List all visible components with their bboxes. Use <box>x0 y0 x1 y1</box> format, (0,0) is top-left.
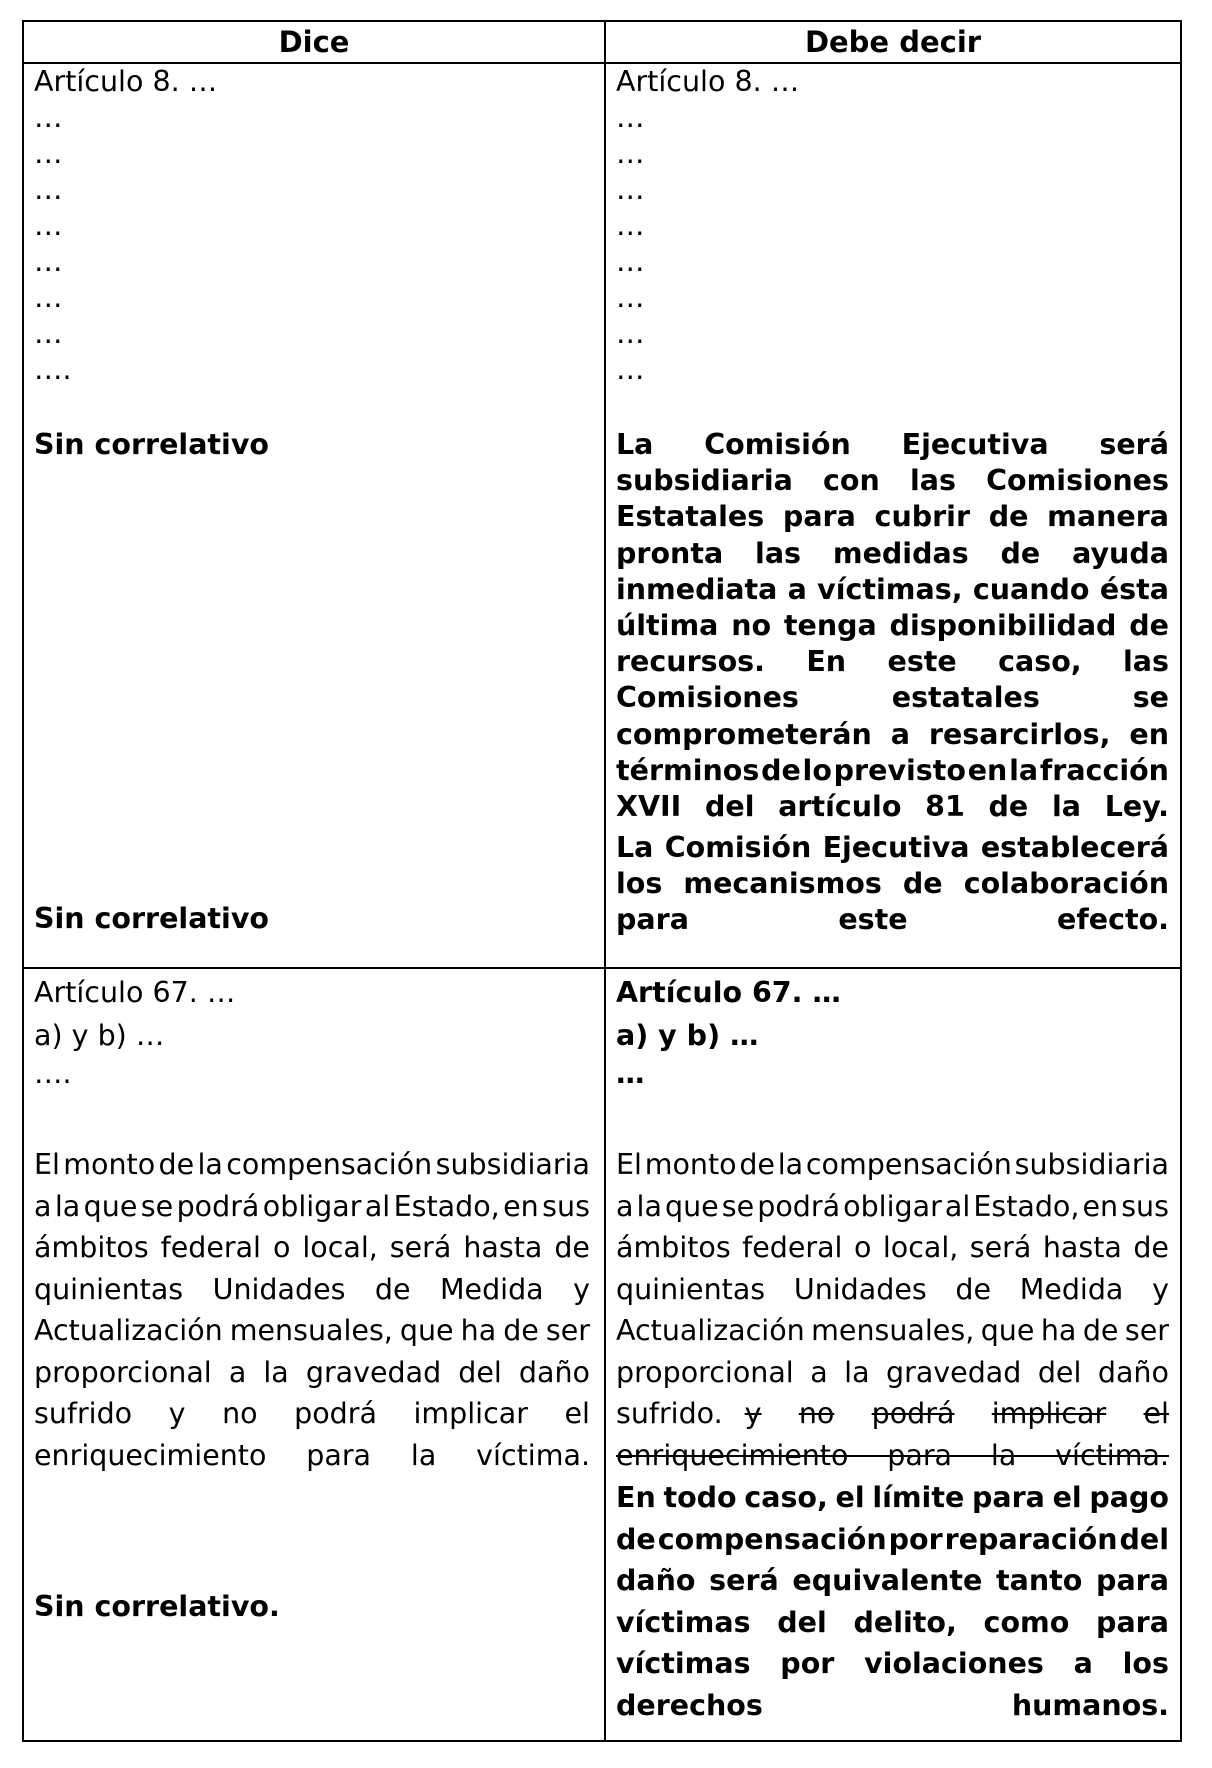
word: monto <box>63 1148 156 1181</box>
word: colaboración <box>963 867 1169 901</box>
word: Estatales <box>616 500 765 534</box>
paragraph-line-last <box>616 902 1169 938</box>
row1-right-paragraph-2 <box>616 830 1169 939</box>
word: Ejecutiva <box>822 831 970 864</box>
word: de <box>955 1272 992 1306</box>
paragraph-line <box>616 680 1169 716</box>
comparison-table <box>22 20 1182 1742</box>
word: En <box>806 645 847 679</box>
word: Estado, <box>973 1189 1080 1223</box>
row1-right-article: Artículo 8. … <box>616 65 800 98</box>
word: Unidades <box>793 1272 927 1306</box>
paragraph-line <box>34 1393 590 1435</box>
column-divider <box>604 22 606 1740</box>
paragraph-line <box>616 866 1169 902</box>
word: ser <box>545 1314 590 1347</box>
word: La <box>616 831 654 864</box>
word: disponibilidad <box>889 609 1117 643</box>
word: manera <box>1047 500 1169 534</box>
row1-right-paragraph-1 <box>616 427 1169 825</box>
word: obligar <box>262 1189 362 1223</box>
word: la <box>777 1148 804 1181</box>
word: La <box>616 428 654 461</box>
word: podrá <box>871 1397 955 1430</box>
word: daño <box>616 1564 696 1597</box>
word: con <box>823 464 880 498</box>
header-debe-decir: Debe decir <box>804 25 982 59</box>
word: comprometerán <box>616 717 872 751</box>
row2-right-article: Artículo 67. … <box>616 976 841 1009</box>
word: al <box>944 1189 971 1223</box>
word: fracción <box>1039 753 1169 787</box>
row2-right-bold-paragraph <box>616 1477 1169 1726</box>
paragraph-line <box>34 1310 590 1352</box>
word: el <box>835 1481 865 1514</box>
word: caso, <box>998 645 1082 679</box>
word: proporcional <box>34 1355 212 1389</box>
word: la <box>636 1189 662 1223</box>
word: la <box>54 1189 81 1223</box>
word: del <box>1037 1355 1082 1389</box>
word: estatales <box>891 681 1040 715</box>
word: Medida <box>439 1272 544 1306</box>
word: monto <box>644 1148 737 1181</box>
word: para <box>1096 1564 1169 1597</box>
paragraph-line <box>616 753 1169 789</box>
paragraph-line <box>616 1643 1169 1685</box>
row1-left-ellipsis: …. <box>34 353 72 386</box>
word: que <box>980 1314 1035 1347</box>
word: podrá <box>176 1189 260 1223</box>
word: Comisión <box>664 831 812 864</box>
word: de <box>374 1272 411 1306</box>
word: y <box>1152 1272 1169 1306</box>
word: ser <box>1124 1314 1169 1347</box>
word: en <box>967 753 1008 787</box>
word: equivalente <box>792 1564 983 1597</box>
word: ayuda <box>1072 536 1169 570</box>
word: federal <box>742 1231 843 1264</box>
word: la <box>197 1148 223 1181</box>
paragraph-line <box>616 644 1169 680</box>
paragraph-line <box>616 830 1169 866</box>
word: de <box>1000 536 1041 570</box>
word: ha <box>460 1314 497 1347</box>
word: Comisiones <box>616 681 799 715</box>
word: que <box>83 1189 138 1223</box>
word: pago <box>1089 1481 1169 1514</box>
word: se <box>1132 681 1169 715</box>
word: de <box>1129 609 1169 643</box>
word: será <box>1099 428 1169 461</box>
word: no <box>798 1397 835 1430</box>
word: las <box>755 536 802 570</box>
word: las <box>1122 645 1169 679</box>
word: y <box>573 1272 590 1306</box>
word: resarcirlos, <box>928 717 1111 751</box>
paragraph-line <box>616 1560 1169 1602</box>
paragraph-line <box>616 1477 1169 1519</box>
word: de <box>902 867 943 901</box>
row1-right-ellipsis: … <box>616 245 645 278</box>
paragraph-line <box>616 608 1169 644</box>
word: por <box>888 1522 943 1556</box>
word: local, <box>882 1231 959 1264</box>
word: federal <box>160 1231 261 1264</box>
word: mensuales, <box>229 1314 393 1347</box>
sufrido-text: sufrido. <box>616 1397 723 1430</box>
word: será <box>969 1231 1032 1264</box>
paragraph-line <box>34 1352 590 1394</box>
word: no <box>222 1397 258 1430</box>
word: Actualización <box>616 1314 805 1347</box>
word: términos <box>616 753 760 787</box>
word: hasta <box>1042 1231 1122 1264</box>
word: los <box>616 867 663 901</box>
word: para <box>1096 1605 1169 1639</box>
row2-right-paragraph <box>616 1144 1169 1476</box>
word: subsidiaria <box>1014 1148 1169 1181</box>
word: compensación <box>805 1148 1012 1181</box>
row1-right-ellipsis: … <box>616 101 645 134</box>
word: mecanismos <box>683 867 882 901</box>
word: de <box>616 1522 656 1556</box>
word: la <box>263 1355 289 1389</box>
word: que <box>665 1189 719 1223</box>
word: sufrido <box>34 1397 133 1430</box>
word: hasta <box>463 1231 543 1264</box>
word: de <box>988 500 1029 534</box>
paragraph-line <box>34 1186 590 1228</box>
word: quinientas <box>34 1272 184 1306</box>
word: ésta <box>1099 572 1169 606</box>
word: El <box>34 1148 60 1181</box>
word: compensación <box>657 1522 887 1556</box>
word: daño <box>518 1355 590 1389</box>
struck-line-text: enriquecimiento para la víctima. <box>616 1438 1169 1472</box>
header-dice: Dice <box>278 25 350 59</box>
struck-text <box>745 1393 1169 1435</box>
word: ámbitos <box>616 1231 731 1264</box>
word: del <box>777 1605 827 1639</box>
word: Comisión <box>704 428 851 461</box>
word: víctimas <box>616 1605 751 1639</box>
row2-left-dots: …. <box>34 1057 72 1090</box>
row1-left-sin-correlativo-1: Sin correlativo <box>34 428 269 461</box>
word: gravedad <box>886 1355 1022 1389</box>
row1-right-ellipsis: … <box>616 317 645 350</box>
word: subsidiaria <box>435 1148 590 1181</box>
word: quinientas <box>616 1272 766 1306</box>
word: al <box>364 1189 391 1223</box>
word: los <box>1122 1647 1169 1680</box>
word: compensación <box>226 1148 433 1181</box>
word: tanto <box>996 1564 1083 1597</box>
paragraph-line <box>616 1310 1169 1352</box>
word: implicar <box>991 1397 1107 1430</box>
line-text: para este efecto. <box>616 903 1169 937</box>
word: todo <box>663 1481 737 1514</box>
word: en <box>1129 717 1169 751</box>
paragraph-line <box>616 536 1169 572</box>
word: del <box>458 1355 502 1389</box>
word: Medida <box>1019 1272 1124 1306</box>
word: lo <box>802 753 832 787</box>
word: de <box>1082 1314 1119 1347</box>
word: la <box>1009 753 1039 787</box>
word: que <box>399 1314 454 1347</box>
word: cubrir <box>874 500 971 534</box>
row1-left-ellipsis: … <box>34 173 63 206</box>
paragraph-line <box>616 1269 1169 1311</box>
paragraph-line-last <box>616 789 1169 825</box>
word: se <box>721 1189 755 1223</box>
word: Estado, <box>393 1189 500 1223</box>
word: podrá <box>757 1189 841 1223</box>
word: de <box>1133 1231 1169 1264</box>
word: El <box>616 1148 642 1181</box>
paragraph-line <box>34 1144 590 1186</box>
word: será <box>389 1231 452 1264</box>
word: este <box>887 645 957 679</box>
word: a <box>1073 1647 1093 1680</box>
word: En <box>616 1481 656 1514</box>
paragraph-line <box>616 463 1169 499</box>
word: no <box>731 609 772 643</box>
row1-left-ellipsis: … <box>34 281 63 314</box>
struck-line <box>616 1435 1169 1477</box>
word: inmediata <box>616 572 778 606</box>
paragraph-line <box>616 717 1169 753</box>
paragraph-line <box>616 1227 1169 1269</box>
word: las <box>909 464 956 498</box>
row1-left-article: Artículo 8. … <box>34 65 218 98</box>
word: establecerá <box>980 831 1169 864</box>
word: Actualización <box>34 1314 223 1347</box>
word: a <box>787 572 807 606</box>
paragraph-line <box>616 1519 1169 1561</box>
word: o <box>853 1231 872 1264</box>
word: mensuales, <box>811 1314 975 1347</box>
row2-left-sin-correlativo: Sin correlativo. <box>34 1590 280 1623</box>
word: para <box>971 1481 1045 1514</box>
row1-left-ellipsis: … <box>34 101 63 134</box>
word: el <box>564 1397 590 1430</box>
paragraph-line <box>34 1227 590 1269</box>
word: Ejecutiva <box>901 428 1049 461</box>
word: gravedad <box>305 1355 442 1389</box>
word: por <box>780 1647 835 1680</box>
paragraph-line-last <box>616 1685 1169 1727</box>
row1-left-ellipsis: … <box>34 245 63 278</box>
word: víctimas, <box>817 572 963 606</box>
word: de <box>739 1148 775 1181</box>
word: de <box>158 1148 195 1181</box>
paragraph-line-last <box>34 1435 590 1477</box>
line-text: derechos humanos. <box>616 1688 1169 1722</box>
row1-left-ellipsis: … <box>34 209 63 242</box>
word: ámbitos <box>34 1231 149 1264</box>
word: a <box>616 1189 634 1223</box>
word: será <box>709 1564 779 1597</box>
word: a <box>228 1355 247 1389</box>
paragraph-line <box>616 1602 1169 1644</box>
word: de <box>503 1314 539 1347</box>
row1-left-ellipsis: … <box>34 137 63 170</box>
word: obligar <box>843 1189 942 1223</box>
row-divider <box>24 967 1180 969</box>
word: subsidiaria <box>616 464 793 498</box>
word: implicar <box>413 1397 528 1430</box>
word: podrá <box>294 1397 377 1430</box>
word: sus <box>542 1189 590 1223</box>
word: previsto <box>833 753 966 787</box>
word: caso, <box>744 1481 828 1514</box>
word: medidas <box>832 536 969 570</box>
word: delito, <box>853 1605 957 1639</box>
word: o <box>272 1231 291 1264</box>
word: el <box>1052 1481 1082 1514</box>
paragraph-line <box>616 499 1169 535</box>
row2-left-paragraph <box>34 1144 590 1476</box>
paragraph-line <box>616 427 1169 463</box>
word: reparación <box>944 1522 1118 1556</box>
word: el <box>1143 1397 1169 1430</box>
paragraph-line <box>616 1186 1169 1228</box>
word: proporcional <box>616 1355 794 1389</box>
row1-right-ellipsis: … <box>616 209 645 242</box>
word: sus <box>1121 1189 1169 1223</box>
row1-right-ellipsis: … <box>616 281 645 314</box>
row2-right-ab: a) y b) … <box>616 1019 759 1052</box>
word: límite <box>872 1481 965 1514</box>
word: tenga <box>783 609 877 643</box>
word: cuando <box>972 572 1090 606</box>
paragraph-line-mixed <box>616 1393 1169 1435</box>
word: en <box>503 1189 539 1223</box>
word: a <box>34 1189 52 1223</box>
row1-left-ellipsis: … <box>34 317 63 350</box>
word: víctimas <box>616 1647 751 1680</box>
word: pronta <box>616 536 724 570</box>
row2-right-dots: … <box>616 1057 645 1090</box>
paragraph-line <box>616 1352 1169 1394</box>
line-text: enriquecimiento para la víctima. <box>34 1438 590 1472</box>
row2-left-ab: a) y b) … <box>34 1019 165 1052</box>
word: de <box>761 753 801 787</box>
word: en <box>1082 1189 1119 1223</box>
word: la <box>844 1355 870 1389</box>
row1-right-ellipsis: … <box>616 353 645 386</box>
row1-right-ellipsis: … <box>616 137 645 170</box>
paragraph-line <box>34 1269 590 1311</box>
row1-left-sin-correlativo-2: Sin correlativo <box>34 902 269 935</box>
word: a <box>810 1355 828 1389</box>
line-text: XVII del artículo 81 de la Ley. <box>616 790 1169 824</box>
row1-right-ellipsis: … <box>616 173 645 206</box>
word: Comisiones <box>986 464 1169 498</box>
word: local, <box>302 1231 378 1264</box>
word: ha <box>1040 1314 1077 1347</box>
word: para <box>782 500 856 534</box>
word: y <box>168 1397 186 1430</box>
word: Unidades <box>212 1272 346 1306</box>
word: recursos. <box>616 645 765 679</box>
word: del <box>1119 1522 1169 1556</box>
word: daño <box>1097 1355 1169 1389</box>
word: de <box>554 1231 590 1264</box>
word: y <box>744 1397 762 1430</box>
paragraph-line <box>616 1144 1169 1186</box>
paragraph-line <box>616 572 1169 608</box>
word: violaciones <box>864 1647 1044 1680</box>
word: última <box>616 609 719 643</box>
word: a <box>890 717 910 751</box>
word: se <box>140 1189 174 1223</box>
row2-left-article: Artículo 67. … <box>34 976 236 1009</box>
word: como <box>983 1605 1070 1639</box>
